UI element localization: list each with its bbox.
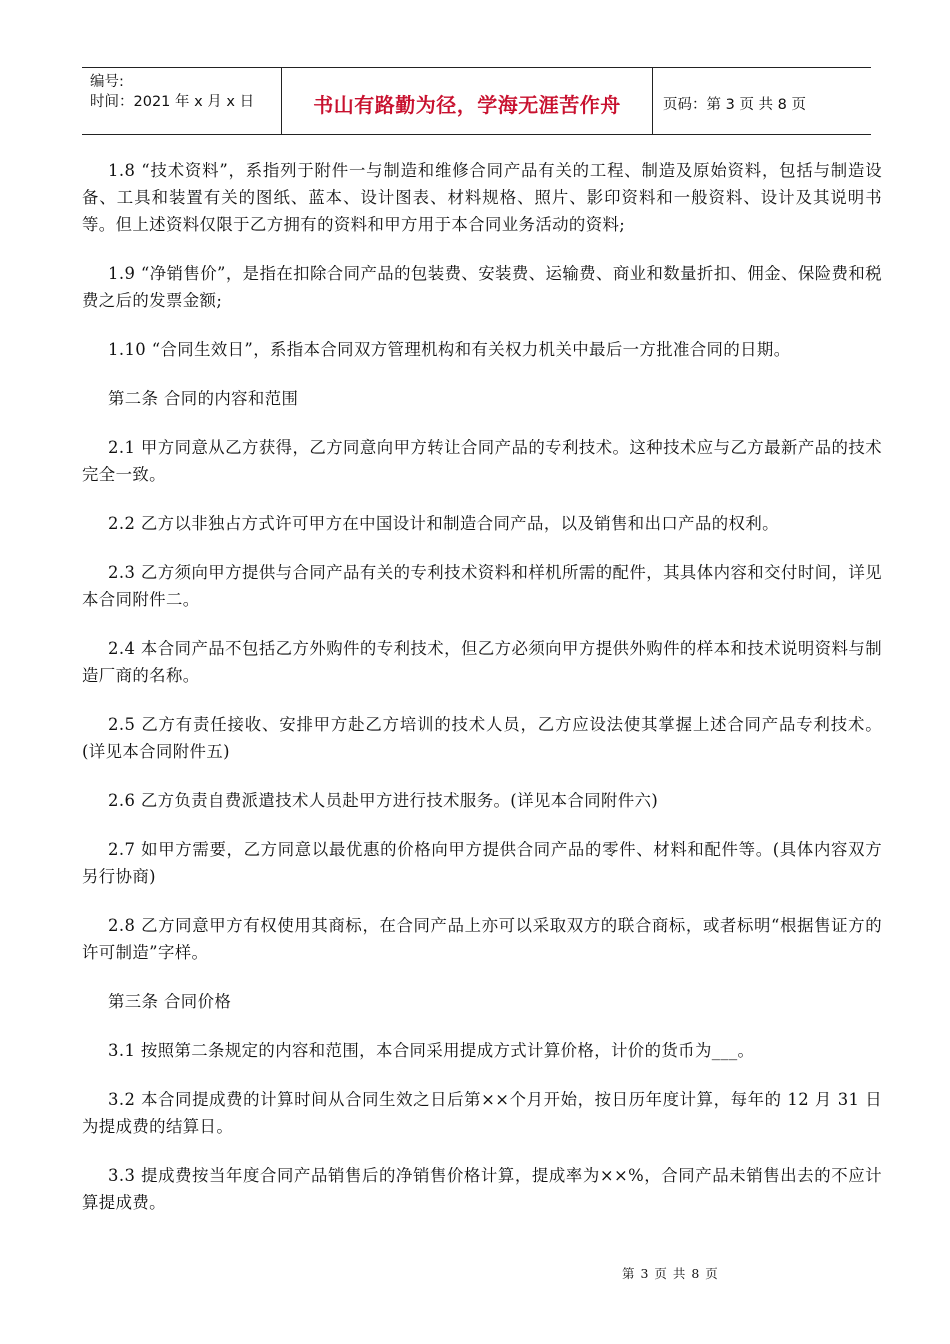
clause-1-8: 1.8 “技术资料”，系指列于附件一与制造和维修合同产品有关的工程、制造及原始资料，包括与制造设备、工具和装置有关的图纸、蓝本、设计图表、材料规格、照片、影印资料和一般资料、设计及其说明书等。但上述资料仅限于乙方拥有的资料和甲方用于本合同业务活动的资料; — [82, 161, 882, 234]
clause-1-9: 1.9 “净销售价”，是指在扣除合同产品的包装费、安装费、运输费、商业和数量折扣、佣金、保险费和税费之后的发票金额; — [82, 264, 882, 310]
document-body — [82, 157, 882, 1238]
document-date: 时间：2021 年 x 月 x 日 — [90, 94, 255, 110]
page-header — [82, 67, 871, 135]
header-page-info: 页码：第 3 页 共 8 页 — [663, 96, 806, 113]
clause-2-4: 2.4 本合同产品不包括乙方外购件的专利技术，但乙方必须向甲方提供外购件的样本和技术说明资料与制造厂商的名称。 — [82, 639, 882, 685]
article-3-heading: 第三条 合同价格 — [108, 992, 232, 1011]
clause-3-1: 3.1 按照第二条规定的内容和范围，本合同采用提成方式计算价格，计价的货币为___。 — [108, 1041, 755, 1060]
header-motto: 书山有路勤为径，学海无涯苦作舟 — [282, 68, 653, 134]
clause-2-8: 2.8 乙方同意甲方有权使用其商标，在合同产品上亦可以采取双方的联合商标，或者标明“根据售证方的许可制造”字样。 — [82, 916, 882, 962]
document-number: 编号: — [90, 74, 124, 90]
clause-3-2: 3.2 本合同提成费的计算时间从合同生效之日后第××个月开始，按日历年度计算，每年的 12 月 31 日为提成费的结算日。 — [82, 1090, 882, 1136]
clause-2-6: 2.6 乙方负责自费派遣技术人员赴甲方进行技术服务。(详见本合同附件六) — [108, 791, 659, 810]
clause-2-7: 2.7 如甲方需要，乙方同意以最优惠的价格向甲方提供合同产品的零件、材料和配件等。(具体内容双方另行协商) — [82, 840, 882, 886]
clause-2-5: 2.5 乙方有责任接收、安排甲方赴乙方培训的技术人员，乙方应设法使其掌握上述合同产品专利技术。(详见本合同附件五) — [82, 715, 882, 761]
clause-2-2: 2.2 乙方以非独占方式许可甲方在中国设计和制造合同产品，以及销售和出口产品的权利。 — [108, 514, 779, 533]
clause-2-3: 2.3 乙方须向甲方提供与合同产品有关的专利技术资料和样机所需的配件，其具体内容和交付时间，详见本合同附件二。 — [82, 563, 882, 609]
article-2-heading: 第二条 合同的内容和范围 — [108, 389, 299, 408]
header-meta — [82, 68, 282, 134]
clause-1-10: 1.10 “合同生效日”，系指本合同双方管理机构和有关权力机关中最后一方批准合同的日期。 — [108, 340, 791, 359]
page-footer: 第 3 页 共 8 页 — [622, 1266, 719, 1281]
clause-3-3: 3.3 提成费按当年度合同产品销售后的净销售价格计算，提成率为××%，合同产品未销售出去的不应计算提成费。 — [82, 1166, 882, 1212]
clause-2-1: 2.1 甲方同意从乙方获得，乙方同意向甲方转让合同产品的专利技术。这种技术应与乙方最新产品的技术完全一致。 — [82, 438, 882, 484]
